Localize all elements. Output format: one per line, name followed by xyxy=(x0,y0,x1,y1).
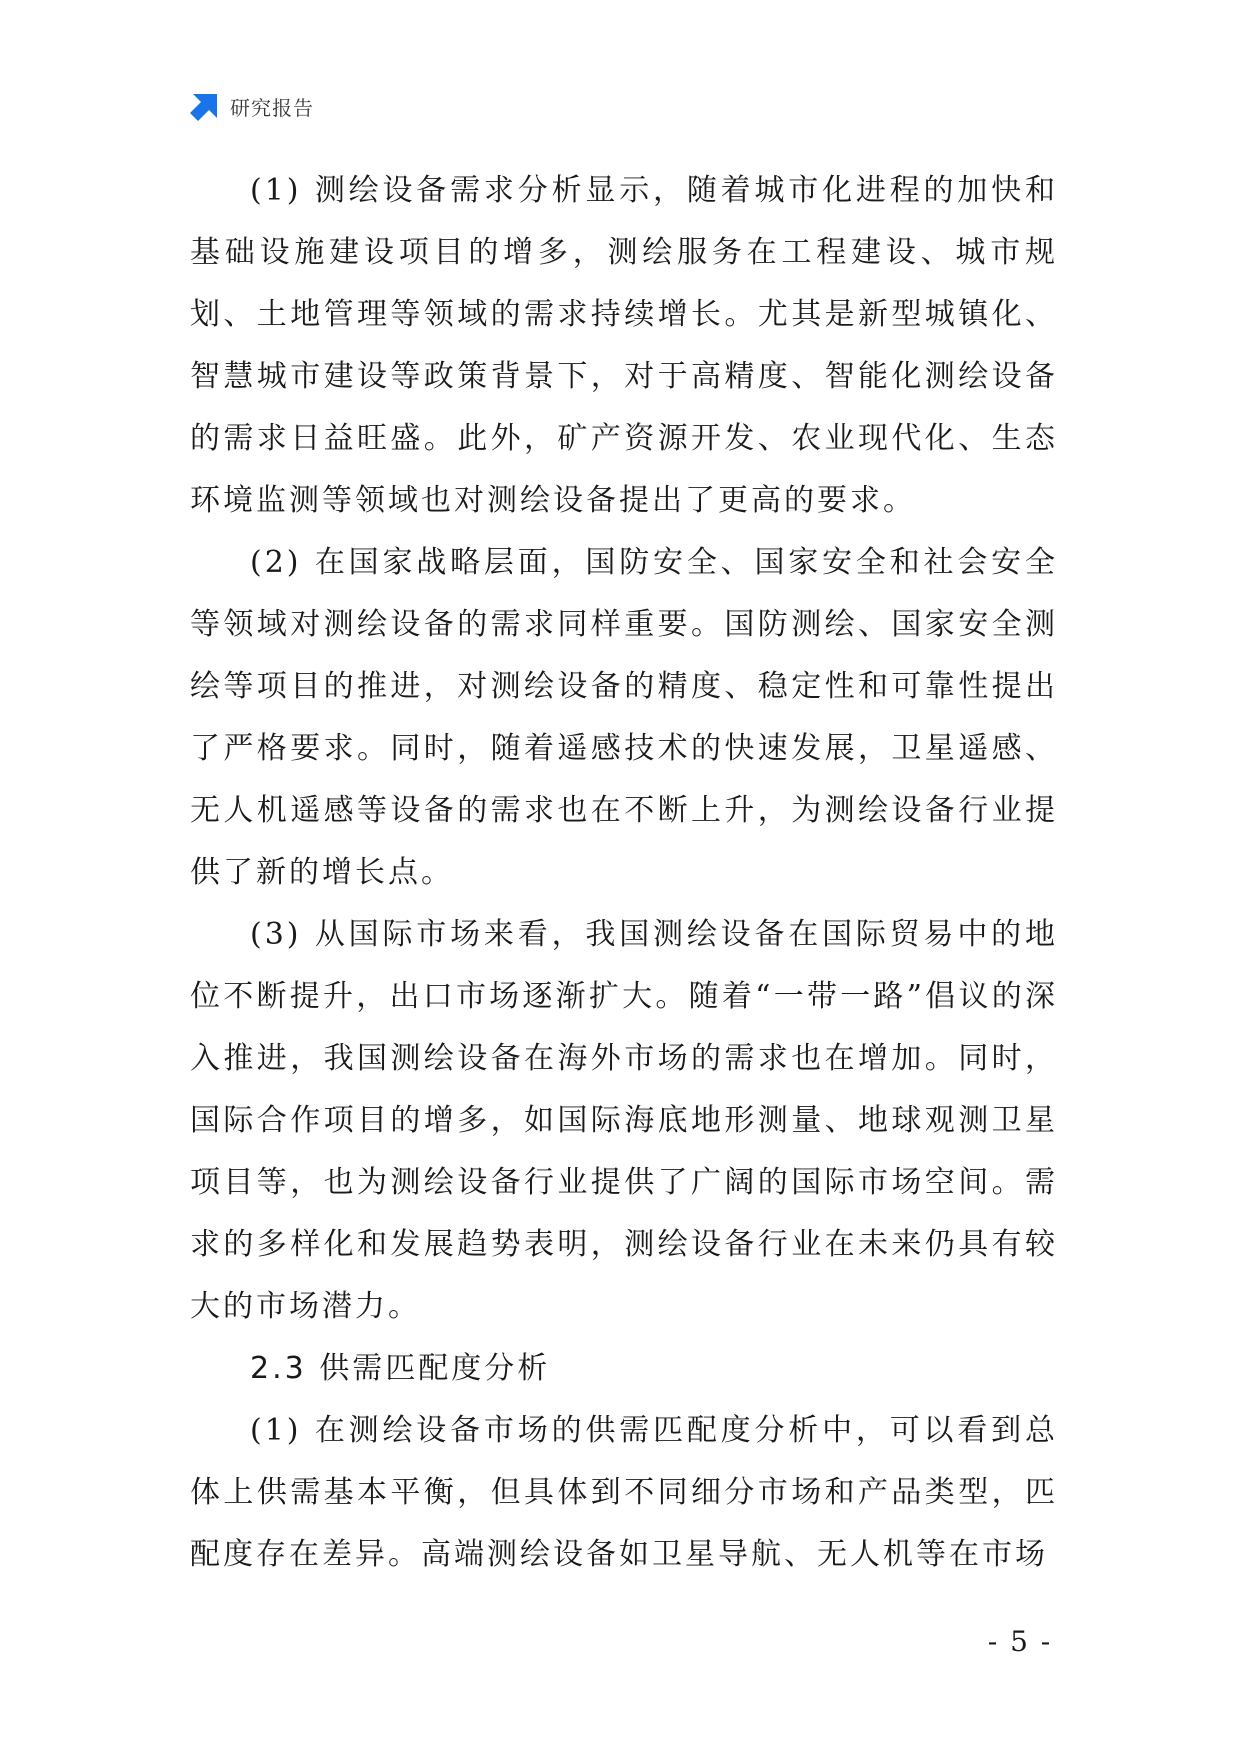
header-brand: 研究报告 xyxy=(230,95,314,120)
paragraph-demand-1: (1) 测绘设备需求分析显示，随着城市化进程的加快和基础设施建设项目的增多，测绘服务在工程建设、城市规划、土地管理等领域的需求持续增长。尤其是新型城镇化、智慧城市建设等政策背景下，对于高精度、智能化测绘设备的需求日益旺盛。此外，矿产资源开发、农业现代化、生态环境监测等领域也对测绘设备提出了更高的要求。 xyxy=(190,173,1058,518)
page-number: - 5 - xyxy=(987,1625,1053,1658)
document-body xyxy=(190,160,1058,1586)
paragraph-demand-2: (2) 在国家战略层面，国防安全、国家安全和社会安全等领域对测绘设备的需求同样重要。国防测绘、国家安全测绘等项目的推进，对测绘设备的精度、稳定性和可靠性提出了严格要求。同时，随着遥感技术的快速发展，卫星遥感、无人机遥感等设备的需求也在不断上升，为测绘设备行业提供了新的增长点。 xyxy=(190,545,1058,890)
paragraph-demand-3: (3) 从国际市场来看，我国测绘设备在国际贸易中的地位不断提升，出口市场逐渐扩大。随着“一带一路”倡议的深入推进，我国测绘设备在海外市场的需求也在增加。同时，国际合作项目的增多，如国际海底地形测量、地球观测卫星项目等，也为测绘设备行业提供了广阔的国际市场空间。需求的多样化和发展趋势表明，测绘设备行业在未来仍具有较大的市场潜力。 xyxy=(190,917,1058,1324)
paragraph-matching-1: (1) 在测绘设备市场的供需匹配度分析中，可以看到总体上供需基本平衡，但具体到不同细分市场和产品类型，匹配度存在差异。高端测绘设备如卫星导航、无人机等在市场 xyxy=(190,1413,1058,1572)
page-header xyxy=(190,88,314,124)
section-title: 2.3 供需匹配度分析 xyxy=(250,1351,551,1386)
report-logo-icon xyxy=(190,91,220,121)
